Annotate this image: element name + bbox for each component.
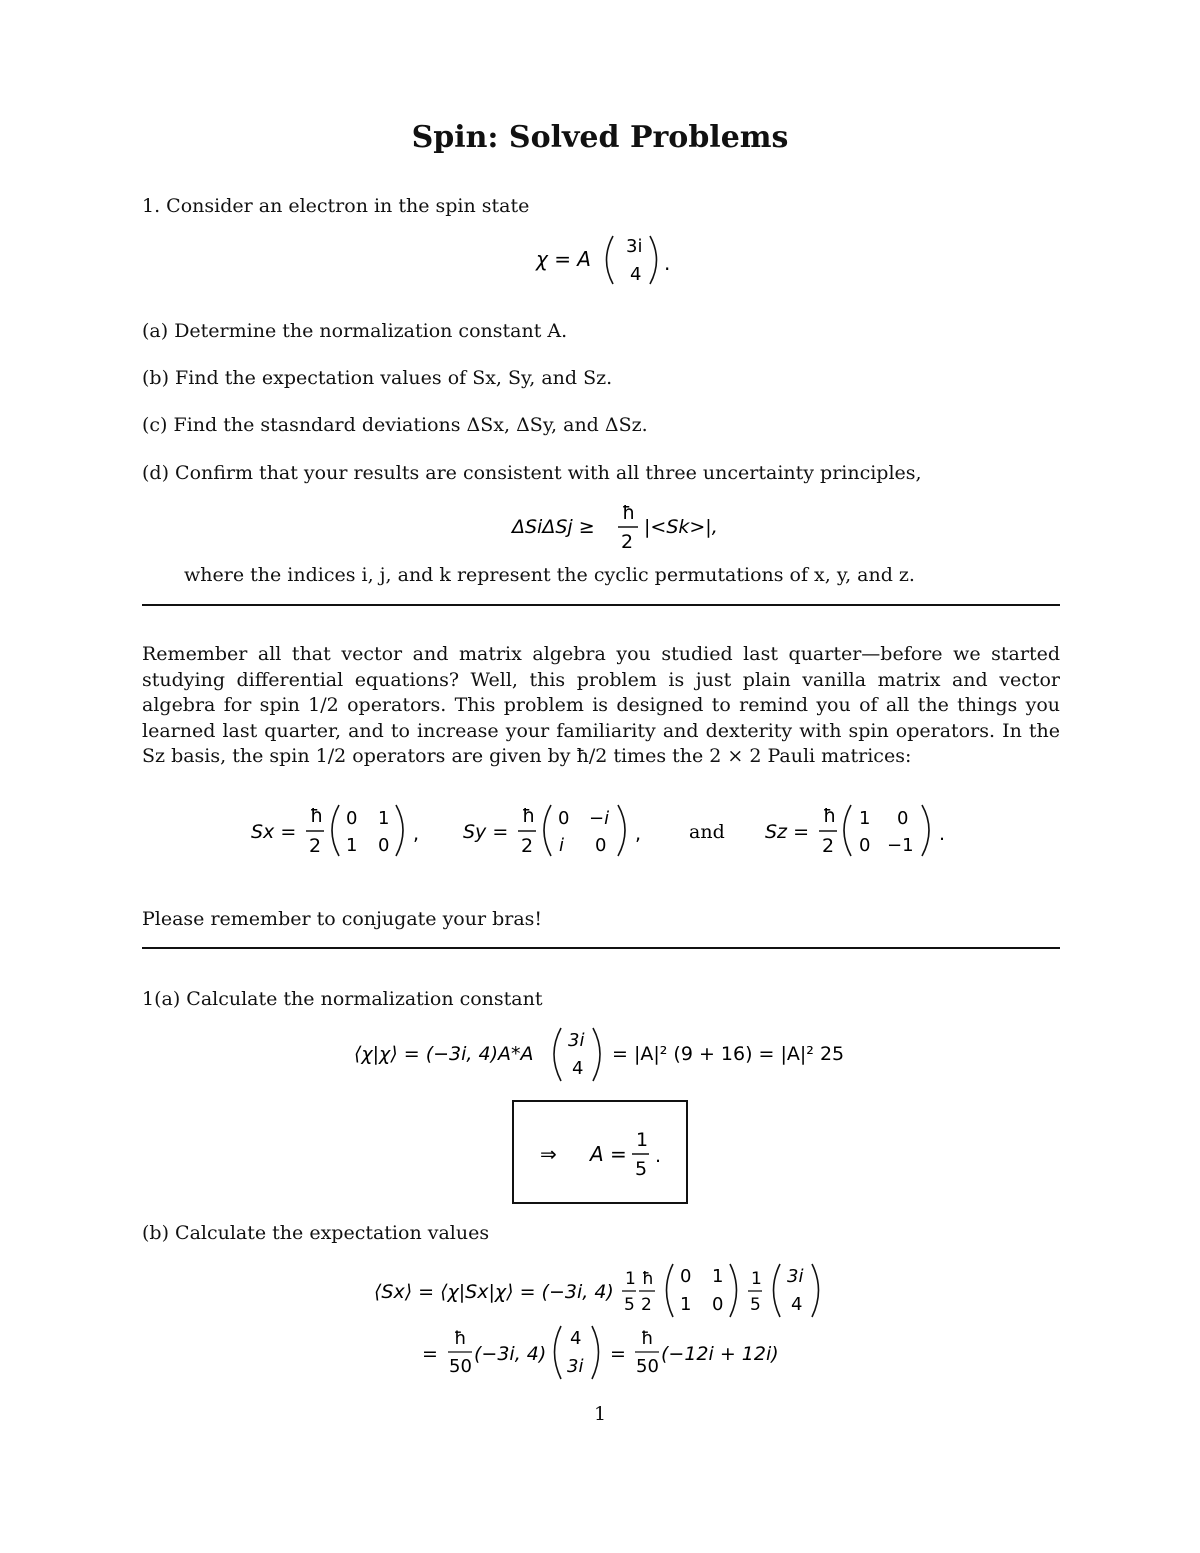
- and-word: and: [689, 821, 725, 843]
- left-paren: [332, 805, 339, 856]
- implies-arrow: ⇒: [540, 1142, 557, 1166]
- spin-state-equation: [520, 230, 680, 290]
- normalization-equation: [350, 1024, 870, 1086]
- right-paren: [618, 805, 625, 856]
- part-a: (a) Determine the normalization constant A.: [142, 320, 568, 342]
- sz-m21: 0: [859, 835, 871, 856]
- expectation-equation: [370, 1260, 840, 1384]
- frac3-den: 5: [750, 1295, 761, 1315]
- exp-line1-lhs: ⟨Sx⟩ = ⟨χ|Sx|χ⟩ = (−3i, 4): [374, 1281, 614, 1303]
- two: 2: [822, 835, 835, 857]
- problem-intro: 1. Consider an electron in the spin state: [142, 195, 530, 217]
- exp-vec-top: 3i: [787, 1266, 804, 1287]
- solution-b-heading: (b) Calculate the expectation values: [142, 1222, 490, 1244]
- sx-m11: 0: [346, 808, 358, 829]
- exp-m22: 0: [712, 1294, 724, 1315]
- sy-suffix: ,: [635, 823, 642, 845]
- state-period: .: [664, 251, 671, 275]
- frac3-num: 1: [751, 1269, 762, 1289]
- sx-suffix: ,: [413, 823, 420, 845]
- line2-frac2-num: ħ: [641, 1328, 654, 1349]
- sz-m12: 0: [897, 808, 909, 829]
- line2-result: (−12i + 12i): [661, 1343, 779, 1365]
- commentary-paragraph: Remember all that vector and matrix algebra you studied last quarter—before we started studying differential equations? Well, this problem is just plain vanilla matrix and vector algebra for spin 1/2 operators. This problem is designed to remind you of all the things you learned last quarter, and to increase your familiarity and dexterity with spin operators. In the Sz basis, the spin 1/2 operators are given by ħ/2 times the 2 × 2 Pauli matrices:: [142, 643, 1060, 767]
- line2-eq2: =: [610, 1343, 626, 1365]
- indices-note: where the indices i, j, and k represent the cyclic permutations of x, y, and z.: [184, 564, 915, 586]
- uncertainty-lhs: ΔSiΔSj ≥: [512, 516, 595, 538]
- exp-m21: 1: [680, 1294, 692, 1315]
- frac1-den: 5: [624, 1295, 635, 1315]
- left-paren: [554, 1028, 561, 1081]
- pauli-sx: [251, 805, 419, 857]
- sz-m22: −1: [887, 835, 914, 856]
- pauli-matrices: [245, 800, 965, 864]
- sx-m12: 1: [378, 808, 390, 829]
- left-paren: [607, 236, 614, 284]
- sy-m11: 0: [558, 808, 570, 829]
- hbar: ħ: [522, 805, 536, 827]
- solution-a-heading: 1(a) Calculate the normalization constant: [142, 988, 543, 1010]
- sz-suffix: .: [939, 823, 946, 845]
- sz-lhs: Sz =: [765, 821, 809, 843]
- left-paren: [844, 805, 851, 856]
- right-paren: [650, 236, 657, 284]
- line2-frac-den: 50: [449, 1356, 472, 1377]
- hbar: ħ: [622, 502, 636, 524]
- page-number: 1: [593, 1403, 607, 1425]
- state-lhs: χ = A: [536, 247, 591, 271]
- sx-m22: 0: [378, 835, 390, 856]
- sy-m22: 0: [595, 835, 607, 856]
- exp-m12: 1: [712, 1266, 724, 1287]
- sy-lhs: Sy =: [463, 821, 509, 843]
- pauli-sz: [765, 805, 945, 857]
- right-paren: [593, 1028, 600, 1081]
- part-c: (c) Find the stasndard deviations ΔSx, ΔSy, and ΔSz.: [142, 414, 648, 436]
- result-lhs: A =: [590, 1142, 627, 1166]
- result-numerator: 1: [636, 1129, 649, 1151]
- line2-frac2-den: 50: [636, 1356, 659, 1377]
- sz-m11: 1: [859, 808, 871, 829]
- right-paren: [592, 1326, 599, 1379]
- norm-lhs: ⟨χ|χ⟩ = (−3i, 4)A*A: [354, 1043, 534, 1065]
- two: 2: [521, 835, 534, 857]
- left-paren: [774, 1264, 781, 1317]
- uncertainty-principle-equation: [500, 495, 740, 557]
- two: 2: [309, 835, 322, 857]
- state-vec-bottom: 4: [630, 264, 642, 285]
- norm-vec-bottom: 4: [572, 1058, 584, 1079]
- right-paren: [922, 805, 929, 856]
- result-suffix: .: [655, 1145, 662, 1167]
- right-paren: [812, 1264, 819, 1317]
- line2-vec-bottom: 3i: [567, 1356, 584, 1377]
- conjugate-reminder: Please remember to conjugate your bras!: [142, 908, 543, 930]
- left-paren: [544, 805, 551, 856]
- norm-vec-top: 3i: [568, 1030, 585, 1051]
- frac1-num: 1: [625, 1269, 636, 1289]
- left-paren: [555, 1326, 562, 1379]
- document-title: Spin: Solved Problems: [411, 120, 789, 155]
- pauli-sy: [463, 805, 641, 857]
- state-vec-top: 3i: [626, 236, 643, 257]
- uncertainty-rhs: |<Sk>|,: [644, 516, 718, 538]
- normalization-result-box: [512, 1100, 688, 1204]
- right-paren: [730, 1264, 737, 1317]
- sx-lhs: Sx =: [251, 821, 297, 843]
- line2-bra: (−3i, 4): [474, 1343, 547, 1365]
- hbar: ħ: [823, 805, 837, 827]
- part-d: (d) Confirm that your results are consistent with all three uncertainty principles,: [142, 462, 922, 484]
- part-b: (b) Find the expectation values of Sx, Sy, and Sz.: [142, 367, 613, 389]
- line2-vec-top: 4: [570, 1328, 582, 1349]
- normalization-result: [514, 1102, 686, 1202]
- left-paren: [667, 1264, 674, 1317]
- sx-m21: 1: [346, 835, 358, 856]
- frac2-den: 2: [641, 1295, 652, 1315]
- two: 2: [621, 531, 634, 553]
- norm-rhs: = |A|² (9 + 16) = |A|² 25: [612, 1043, 845, 1065]
- exp-m11: 0: [680, 1266, 692, 1287]
- sy-m12: −i: [589, 808, 610, 829]
- exp-vec-bottom: 4: [791, 1294, 803, 1315]
- sy-m21: i: [559, 835, 565, 856]
- section-divider-1: [142, 604, 1060, 606]
- right-paren: [396, 805, 403, 856]
- result-denominator: 5: [635, 1158, 648, 1180]
- exp-line2-eq: =: [422, 1343, 438, 1365]
- section-divider-2: [142, 947, 1060, 949]
- line2-frac-num: ħ: [454, 1328, 467, 1349]
- hbar: ħ: [310, 805, 324, 827]
- frac2-num: ħ: [642, 1269, 654, 1289]
